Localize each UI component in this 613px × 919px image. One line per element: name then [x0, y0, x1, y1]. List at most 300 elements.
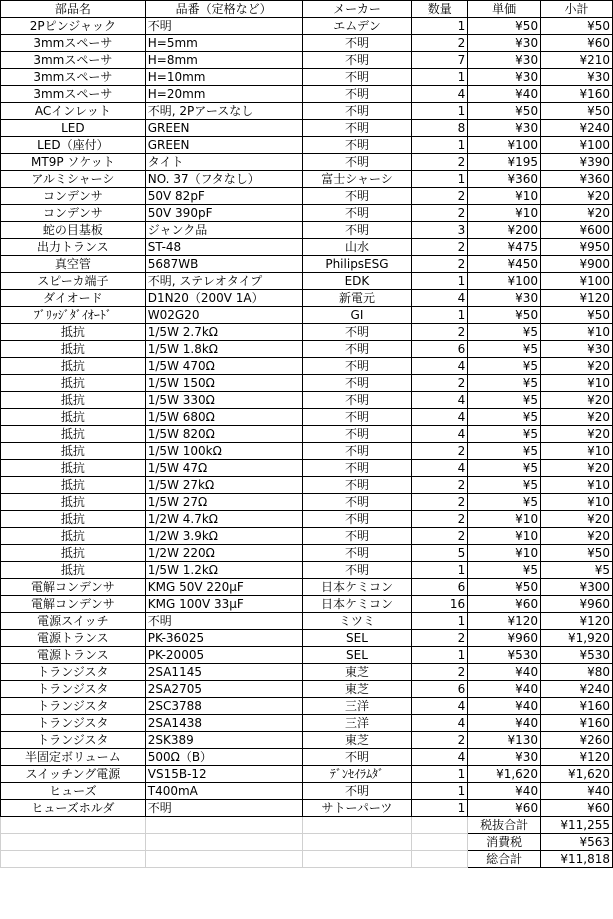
cell-part-number[interactable]: 2SC3788: [145, 698, 302, 715]
cell-quantity[interactable]: 2: [412, 324, 468, 341]
cell-part-name[interactable]: 抵抗: [1, 324, 146, 341]
cell-part-name[interactable]: 抵抗: [1, 341, 146, 358]
cell-part-name[interactable]: コンデンサ: [1, 205, 146, 222]
cell-unit-price[interactable]: ¥5: [468, 426, 541, 443]
cell-maker[interactable]: 不明: [302, 188, 412, 205]
cell-unit-price[interactable]: ¥5: [468, 341, 541, 358]
cell-subtotal[interactable]: ¥300: [541, 579, 613, 596]
empty-cell[interactable]: [302, 817, 412, 834]
cell-quantity[interactable]: 4: [412, 698, 468, 715]
cell-part-name[interactable]: 抵抗: [1, 545, 146, 562]
cell-maker[interactable]: 不明: [302, 494, 412, 511]
cell-subtotal[interactable]: ¥260: [541, 732, 613, 749]
cell-part-number[interactable]: 1/5W 27Ω: [145, 494, 302, 511]
header-quantity[interactable]: 数量: [412, 1, 468, 18]
cell-unit-price[interactable]: ¥360: [468, 171, 541, 188]
cell-quantity[interactable]: 2: [412, 239, 468, 256]
summary-label[interactable]: 消費税: [468, 834, 541, 851]
cell-subtotal[interactable]: ¥20: [541, 205, 613, 222]
cell-part-name[interactable]: スピーカ端子: [1, 273, 146, 290]
header-part-number[interactable]: 品番（定格など）: [145, 1, 302, 18]
cell-maker[interactable]: 不明: [302, 69, 412, 86]
cell-part-name[interactable]: 電解コンデンサ: [1, 596, 146, 613]
cell-part-number[interactable]: 1/5W 100kΩ: [145, 443, 302, 460]
cell-quantity[interactable]: 1: [412, 613, 468, 630]
cell-subtotal[interactable]: ¥240: [541, 120, 613, 137]
cell-part-name[interactable]: トランジスタ: [1, 664, 146, 681]
cell-unit-price[interactable]: ¥5: [468, 443, 541, 460]
cell-part-number[interactable]: 1/5W 2.7kΩ: [145, 324, 302, 341]
cell-part-name[interactable]: 抵抗: [1, 409, 146, 426]
cell-subtotal[interactable]: ¥10: [541, 324, 613, 341]
cell-part-number[interactable]: 1/2W 4.7kΩ: [145, 511, 302, 528]
cell-maker[interactable]: 不明: [302, 86, 412, 103]
cell-part-number[interactable]: 1/5W 820Ω: [145, 426, 302, 443]
cell-quantity[interactable]: 4: [412, 460, 468, 477]
cell-quantity[interactable]: 1: [412, 69, 468, 86]
cell-part-name[interactable]: 抵抗: [1, 375, 146, 392]
cell-part-number[interactable]: 5687WB: [145, 256, 302, 273]
cell-part-number[interactable]: 1/5W 27kΩ: [145, 477, 302, 494]
cell-quantity[interactable]: 1: [412, 273, 468, 290]
header-part-name[interactable]: 部品名: [1, 1, 146, 18]
cell-part-number[interactable]: 50V 390pF: [145, 205, 302, 222]
cell-part-name[interactable]: MT9P ソケット: [1, 154, 146, 171]
cell-unit-price[interactable]: ¥50: [468, 579, 541, 596]
cell-part-number[interactable]: H=5mm: [145, 35, 302, 52]
cell-unit-price[interactable]: ¥5: [468, 409, 541, 426]
cell-part-name[interactable]: コンデンサ: [1, 188, 146, 205]
cell-unit-price[interactable]: ¥40: [468, 783, 541, 800]
cell-subtotal[interactable]: ¥80: [541, 664, 613, 681]
cell-subtotal[interactable]: ¥40: [541, 783, 613, 800]
cell-unit-price[interactable]: ¥100: [468, 273, 541, 290]
cell-part-name[interactable]: 抵抗: [1, 562, 146, 579]
cell-part-name[interactable]: 電源スイッチ: [1, 613, 146, 630]
cell-subtotal[interactable]: ¥600: [541, 222, 613, 239]
empty-cell[interactable]: [1, 817, 146, 834]
cell-subtotal[interactable]: ¥240: [541, 681, 613, 698]
cell-subtotal[interactable]: ¥20: [541, 426, 613, 443]
header-unit-price[interactable]: 単価: [468, 1, 541, 18]
cell-maker[interactable]: PhilipsESG: [302, 256, 412, 273]
cell-subtotal[interactable]: ¥50: [541, 545, 613, 562]
cell-part-name[interactable]: 抵抗: [1, 528, 146, 545]
cell-subtotal[interactable]: ¥100: [541, 137, 613, 154]
cell-quantity[interactable]: 1: [412, 103, 468, 120]
cell-unit-price[interactable]: ¥10: [468, 205, 541, 222]
cell-maker[interactable]: 日本ケミコン: [302, 579, 412, 596]
cell-part-number[interactable]: H=20mm: [145, 86, 302, 103]
cell-unit-price[interactable]: ¥5: [468, 562, 541, 579]
cell-maker[interactable]: 不明: [302, 341, 412, 358]
cell-quantity[interactable]: 8: [412, 120, 468, 137]
cell-maker[interactable]: エムデン: [302, 18, 412, 35]
cell-subtotal[interactable]: ¥20: [541, 409, 613, 426]
cell-part-number[interactable]: 1/2W 3.9kΩ: [145, 528, 302, 545]
cell-quantity[interactable]: 2: [412, 256, 468, 273]
summary-label[interactable]: 総合計: [468, 851, 541, 868]
cell-part-number[interactable]: 不明: [145, 613, 302, 630]
cell-part-number[interactable]: KMG 100V 33μF: [145, 596, 302, 613]
cell-part-name[interactable]: トランジスタ: [1, 698, 146, 715]
cell-part-name[interactable]: 抵抗: [1, 358, 146, 375]
cell-part-number[interactable]: VS15B-12: [145, 766, 302, 783]
cell-quantity[interactable]: 2: [412, 664, 468, 681]
cell-unit-price[interactable]: ¥30: [468, 69, 541, 86]
cell-maker[interactable]: 不明: [302, 137, 412, 154]
cell-unit-price[interactable]: ¥5: [468, 324, 541, 341]
cell-unit-price[interactable]: ¥40: [468, 698, 541, 715]
cell-unit-price[interactable]: ¥30: [468, 120, 541, 137]
cell-quantity[interactable]: 2: [412, 511, 468, 528]
header-maker[interactable]: メーカー: [302, 1, 412, 18]
cell-subtotal[interactable]: ¥20: [541, 188, 613, 205]
cell-subtotal[interactable]: ¥210: [541, 52, 613, 69]
cell-part-number[interactable]: PK-36025: [145, 630, 302, 647]
cell-subtotal[interactable]: ¥30: [541, 69, 613, 86]
cell-subtotal[interactable]: ¥10: [541, 443, 613, 460]
cell-subtotal[interactable]: ¥10: [541, 375, 613, 392]
cell-part-name[interactable]: 抵抗: [1, 392, 146, 409]
empty-cell[interactable]: [302, 851, 412, 868]
cell-part-name[interactable]: ヒューズ: [1, 783, 146, 800]
cell-unit-price[interactable]: ¥30: [468, 52, 541, 69]
cell-part-number[interactable]: 2SA1145: [145, 664, 302, 681]
cell-part-name[interactable]: 3mmスペーサ: [1, 86, 146, 103]
cell-quantity[interactable]: 4: [412, 358, 468, 375]
cell-part-number[interactable]: 500Ω（B）: [145, 749, 302, 766]
cell-quantity[interactable]: 1: [412, 800, 468, 817]
cell-part-name[interactable]: 抵抗: [1, 494, 146, 511]
cell-maker[interactable]: 三洋: [302, 715, 412, 732]
cell-part-name[interactable]: 真空管: [1, 256, 146, 273]
cell-subtotal[interactable]: ¥10: [541, 494, 613, 511]
cell-maker[interactable]: 山水: [302, 239, 412, 256]
header-subtotal[interactable]: 小計: [541, 1, 613, 18]
cell-quantity[interactable]: 1: [412, 307, 468, 324]
cell-quantity[interactable]: 1: [412, 137, 468, 154]
cell-part-number[interactable]: 1/5W 680Ω: [145, 409, 302, 426]
cell-quantity[interactable]: 2: [412, 375, 468, 392]
empty-cell[interactable]: [412, 817, 468, 834]
cell-unit-price[interactable]: ¥10: [468, 528, 541, 545]
cell-subtotal[interactable]: ¥160: [541, 715, 613, 732]
cell-part-name[interactable]: 抵抗: [1, 477, 146, 494]
cell-subtotal[interactable]: ¥30: [541, 341, 613, 358]
cell-unit-price[interactable]: ¥5: [468, 358, 541, 375]
cell-subtotal[interactable]: ¥950: [541, 239, 613, 256]
cell-part-name[interactable]: ヒューズホルダ: [1, 800, 146, 817]
cell-maker[interactable]: 不明: [302, 477, 412, 494]
cell-subtotal[interactable]: ¥1,920: [541, 630, 613, 647]
cell-part-number[interactable]: 1/5W 470Ω: [145, 358, 302, 375]
cell-quantity[interactable]: 2: [412, 494, 468, 511]
cell-unit-price[interactable]: ¥960: [468, 630, 541, 647]
cell-quantity[interactable]: 1: [412, 18, 468, 35]
cell-quantity[interactable]: 1: [412, 783, 468, 800]
cell-part-name[interactable]: LED: [1, 120, 146, 137]
empty-cell[interactable]: [302, 834, 412, 851]
cell-part-number[interactable]: 不明, 2Pアースなし: [145, 103, 302, 120]
cell-quantity[interactable]: 2: [412, 443, 468, 460]
cell-unit-price[interactable]: ¥30: [468, 35, 541, 52]
cell-quantity[interactable]: 1: [412, 171, 468, 188]
cell-subtotal[interactable]: ¥60: [541, 800, 613, 817]
cell-unit-price[interactable]: ¥100: [468, 137, 541, 154]
cell-part-name[interactable]: アルミシャーシ: [1, 171, 146, 188]
cell-unit-price[interactable]: ¥30: [468, 749, 541, 766]
cell-maker[interactable]: 不明: [302, 324, 412, 341]
cell-subtotal[interactable]: ¥160: [541, 698, 613, 715]
cell-maker[interactable]: ﾃﾞﾝｾｲﾗﾑﾀﾞ: [302, 766, 412, 783]
cell-quantity[interactable]: 5: [412, 545, 468, 562]
cell-unit-price[interactable]: ¥5: [468, 392, 541, 409]
cell-subtotal[interactable]: ¥960: [541, 596, 613, 613]
cell-unit-price[interactable]: ¥40: [468, 664, 541, 681]
cell-unit-price[interactable]: ¥10: [468, 511, 541, 528]
cell-subtotal[interactable]: ¥20: [541, 358, 613, 375]
cell-subtotal[interactable]: ¥160: [541, 86, 613, 103]
cell-unit-price[interactable]: ¥5: [468, 494, 541, 511]
cell-unit-price[interactable]: ¥40: [468, 681, 541, 698]
cell-part-number[interactable]: 2SK389: [145, 732, 302, 749]
cell-part-name[interactable]: 2Pピンジャック: [1, 18, 146, 35]
cell-unit-price[interactable]: ¥5: [468, 477, 541, 494]
cell-quantity[interactable]: 4: [412, 715, 468, 732]
cell-part-name[interactable]: 電源トランス: [1, 630, 146, 647]
summary-value[interactable]: ¥11,255: [541, 817, 613, 834]
cell-subtotal[interactable]: ¥50: [541, 307, 613, 324]
cell-maker[interactable]: 不明: [302, 154, 412, 171]
cell-part-number[interactable]: 1/5W 330Ω: [145, 392, 302, 409]
summary-value[interactable]: ¥563: [541, 834, 613, 851]
cell-quantity[interactable]: 16: [412, 596, 468, 613]
cell-maker[interactable]: 不明: [302, 103, 412, 120]
cell-part-number[interactable]: H=10mm: [145, 69, 302, 86]
cell-part-number[interactable]: 不明: [145, 18, 302, 35]
cell-maker[interactable]: 不明: [302, 35, 412, 52]
cell-unit-price[interactable]: ¥50: [468, 307, 541, 324]
cell-maker[interactable]: 不明: [302, 120, 412, 137]
cell-part-name[interactable]: LED（座付）: [1, 137, 146, 154]
cell-part-name[interactable]: 3mmスペーサ: [1, 35, 146, 52]
cell-part-number[interactable]: PK-20005: [145, 647, 302, 664]
cell-unit-price[interactable]: ¥10: [468, 545, 541, 562]
cell-maker[interactable]: 新電元: [302, 290, 412, 307]
cell-quantity[interactable]: 4: [412, 290, 468, 307]
cell-maker[interactable]: EDK: [302, 273, 412, 290]
cell-part-number[interactable]: 1/5W 150Ω: [145, 375, 302, 392]
cell-unit-price[interactable]: ¥195: [468, 154, 541, 171]
cell-maker[interactable]: 不明: [302, 392, 412, 409]
cell-part-number[interactable]: T400mA: [145, 783, 302, 800]
cell-part-name[interactable]: ダイオード: [1, 290, 146, 307]
cell-part-number[interactable]: W02G20: [145, 307, 302, 324]
cell-maker[interactable]: 不明: [302, 205, 412, 222]
cell-subtotal[interactable]: ¥50: [541, 18, 613, 35]
cell-part-number[interactable]: ジャンク品: [145, 222, 302, 239]
cell-maker[interactable]: 不明: [302, 528, 412, 545]
empty-cell[interactable]: [145, 851, 302, 868]
empty-cell[interactable]: [145, 834, 302, 851]
cell-part-name[interactable]: 抵抗: [1, 426, 146, 443]
cell-unit-price[interactable]: ¥475: [468, 239, 541, 256]
cell-part-number[interactable]: 50V 82pF: [145, 188, 302, 205]
cell-part-name[interactable]: 電解コンデンサ: [1, 579, 146, 596]
cell-maker[interactable]: SEL: [302, 647, 412, 664]
cell-part-name[interactable]: トランジスタ: [1, 732, 146, 749]
cell-subtotal[interactable]: ¥360: [541, 171, 613, 188]
cell-quantity[interactable]: 2: [412, 188, 468, 205]
cell-maker[interactable]: 不明: [302, 562, 412, 579]
cell-unit-price[interactable]: ¥60: [468, 800, 541, 817]
cell-maker[interactable]: 不明: [302, 52, 412, 69]
cell-quantity[interactable]: 7: [412, 52, 468, 69]
cell-maker[interactable]: 東芝: [302, 664, 412, 681]
cell-part-number[interactable]: 1/2W 220Ω: [145, 545, 302, 562]
cell-maker[interactable]: 東芝: [302, 681, 412, 698]
cell-part-number[interactable]: NO. 37（フタなし）: [145, 171, 302, 188]
cell-quantity[interactable]: 1: [412, 766, 468, 783]
cell-part-name[interactable]: 出力トランス: [1, 239, 146, 256]
cell-unit-price[interactable]: ¥5: [468, 460, 541, 477]
cell-subtotal[interactable]: ¥10: [541, 477, 613, 494]
cell-maker[interactable]: 不明: [302, 358, 412, 375]
cell-subtotal[interactable]: ¥50: [541, 103, 613, 120]
cell-unit-price[interactable]: ¥50: [468, 18, 541, 35]
cell-part-name[interactable]: 抵抗: [1, 511, 146, 528]
cell-part-name[interactable]: ﾌﾞﾘｯｼﾞﾀﾞｲｵｰﾄﾞ: [1, 307, 146, 324]
cell-unit-price[interactable]: ¥40: [468, 86, 541, 103]
cell-subtotal[interactable]: ¥20: [541, 460, 613, 477]
cell-subtotal[interactable]: ¥5: [541, 562, 613, 579]
cell-maker[interactable]: 不明: [302, 545, 412, 562]
cell-part-number[interactable]: タイト: [145, 154, 302, 171]
empty-cell[interactable]: [1, 834, 146, 851]
empty-cell[interactable]: [145, 817, 302, 834]
cell-quantity[interactable]: 2: [412, 477, 468, 494]
cell-unit-price[interactable]: ¥530: [468, 647, 541, 664]
cell-maker[interactable]: SEL: [302, 630, 412, 647]
cell-part-number[interactable]: 1/5W 1.2kΩ: [145, 562, 302, 579]
cell-maker[interactable]: 不明: [302, 460, 412, 477]
cell-quantity[interactable]: 2: [412, 732, 468, 749]
cell-quantity[interactable]: 2: [412, 154, 468, 171]
cell-part-name[interactable]: トランジスタ: [1, 715, 146, 732]
cell-part-number[interactable]: GREEN: [145, 120, 302, 137]
empty-cell[interactable]: [1, 851, 146, 868]
cell-unit-price[interactable]: ¥10: [468, 188, 541, 205]
cell-subtotal[interactable]: ¥530: [541, 647, 613, 664]
cell-part-number[interactable]: ST-48: [145, 239, 302, 256]
cell-quantity[interactable]: 6: [412, 341, 468, 358]
cell-maker[interactable]: 日本ケミコン: [302, 596, 412, 613]
cell-unit-price[interactable]: ¥200: [468, 222, 541, 239]
cell-part-number[interactable]: 不明: [145, 800, 302, 817]
cell-maker[interactable]: サトーパーツ: [302, 800, 412, 817]
cell-maker[interactable]: 三洋: [302, 698, 412, 715]
cell-maker[interactable]: 不明: [302, 749, 412, 766]
cell-part-number[interactable]: H=8mm: [145, 52, 302, 69]
cell-subtotal[interactable]: ¥120: [541, 749, 613, 766]
empty-cell[interactable]: [412, 834, 468, 851]
cell-part-name[interactable]: 蛇の目基板: [1, 222, 146, 239]
cell-maker[interactable]: 東芝: [302, 732, 412, 749]
cell-subtotal[interactable]: ¥20: [541, 392, 613, 409]
summary-label[interactable]: 税抜合計: [468, 817, 541, 834]
cell-maker[interactable]: 富士シャーシ: [302, 171, 412, 188]
cell-part-number[interactable]: 1/5W 47Ω: [145, 460, 302, 477]
cell-part-number[interactable]: 2SA1438: [145, 715, 302, 732]
cell-quantity[interactable]: 3: [412, 222, 468, 239]
cell-maker[interactable]: 不明: [302, 222, 412, 239]
cell-maker[interactable]: 不明: [302, 409, 412, 426]
cell-subtotal[interactable]: ¥900: [541, 256, 613, 273]
cell-part-number[interactable]: D1N20（200V 1A）: [145, 290, 302, 307]
cell-part-name[interactable]: ACインレット: [1, 103, 146, 120]
cell-part-number[interactable]: 不明, ステレオタイプ: [145, 273, 302, 290]
cell-quantity[interactable]: 4: [412, 392, 468, 409]
cell-part-name[interactable]: 半固定ボリューム: [1, 749, 146, 766]
cell-part-name[interactable]: 電源トランス: [1, 647, 146, 664]
cell-unit-price[interactable]: ¥40: [468, 715, 541, 732]
cell-maker[interactable]: GI: [302, 307, 412, 324]
cell-unit-price[interactable]: ¥5: [468, 375, 541, 392]
cell-unit-price[interactable]: ¥450: [468, 256, 541, 273]
cell-quantity[interactable]: 2: [412, 205, 468, 222]
cell-part-name[interactable]: 抵抗: [1, 443, 146, 460]
cell-part-number[interactable]: GREEN: [145, 137, 302, 154]
cell-quantity[interactable]: 4: [412, 86, 468, 103]
cell-unit-price[interactable]: ¥60: [468, 596, 541, 613]
cell-subtotal[interactable]: ¥120: [541, 290, 613, 307]
cell-part-name[interactable]: スイッチング電源: [1, 766, 146, 783]
cell-part-name[interactable]: トランジスタ: [1, 681, 146, 698]
cell-part-number[interactable]: KMG 50V 220μF: [145, 579, 302, 596]
cell-part-number[interactable]: 2SA2705: [145, 681, 302, 698]
cell-part-number[interactable]: 1/5W 1.8kΩ: [145, 341, 302, 358]
cell-quantity[interactable]: 4: [412, 749, 468, 766]
cell-quantity[interactable]: 4: [412, 409, 468, 426]
cell-subtotal[interactable]: ¥20: [541, 511, 613, 528]
cell-quantity[interactable]: 2: [412, 35, 468, 52]
cell-part-name[interactable]: 抵抗: [1, 460, 146, 477]
cell-maker[interactable]: 不明: [302, 375, 412, 392]
cell-unit-price[interactable]: ¥30: [468, 290, 541, 307]
cell-subtotal[interactable]: ¥100: [541, 273, 613, 290]
cell-quantity[interactable]: 1: [412, 647, 468, 664]
cell-quantity[interactable]: 6: [412, 681, 468, 698]
cell-part-name[interactable]: 3mmスペーサ: [1, 52, 146, 69]
cell-maker[interactable]: ミツミ: [302, 613, 412, 630]
cell-unit-price[interactable]: ¥50: [468, 103, 541, 120]
summary-value[interactable]: ¥11,818: [541, 851, 613, 868]
cell-quantity[interactable]: 2: [412, 528, 468, 545]
cell-quantity[interactable]: 1: [412, 562, 468, 579]
cell-subtotal[interactable]: ¥20: [541, 528, 613, 545]
cell-unit-price[interactable]: ¥1,620: [468, 766, 541, 783]
cell-quantity[interactable]: 6: [412, 579, 468, 596]
cell-maker[interactable]: 不明: [302, 511, 412, 528]
cell-maker[interactable]: 不明: [302, 443, 412, 460]
cell-maker[interactable]: 不明: [302, 426, 412, 443]
cell-unit-price[interactable]: ¥130: [468, 732, 541, 749]
cell-subtotal[interactable]: ¥390: [541, 154, 613, 171]
cell-quantity[interactable]: 4: [412, 426, 468, 443]
cell-part-name[interactable]: 3mmスペーサ: [1, 69, 146, 86]
empty-cell[interactable]: [412, 851, 468, 868]
